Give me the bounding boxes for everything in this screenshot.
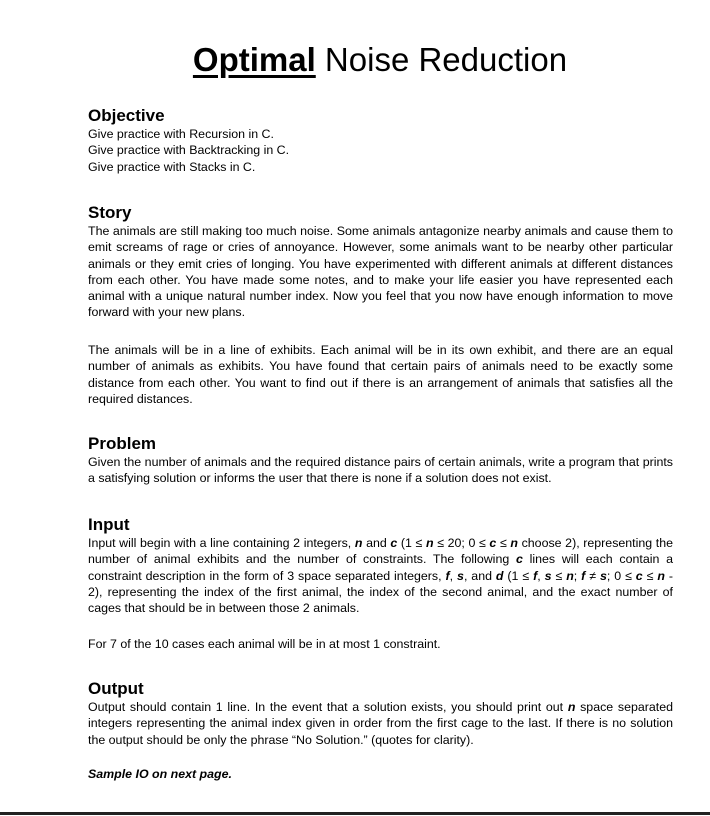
story-paragraph-1: The animals are still making too much noise. Some animals antagonize nearby animals and cause them to emit screams of rage or cries of annoyance. However, some animals want to be nearby other particular animals or they emit cries of longing. You have experimented with different animals at different distances from each other. You have made some notes, and to make your life easier you have represented each animal with a unique natural number index. Now you feel that you now have enough information to move forward with your new plans. (88, 224, 673, 320)
input-heading: Input (88, 515, 130, 534)
story-heading: Story (88, 203, 132, 222)
title-bold-word: Optimal (192, 41, 316, 78)
objective-list (88, 126, 673, 175)
page-title (0, 40, 710, 80)
input-paragraph-1: Input will begin with a line containing 2 integers, n and c (1 ≤ n ≤ 20; 0 ≤ c ≤ n choose 2), representing the number of animal exhibits and the number of constraints. The following c lines will each contain a constraint description in the form of 3 space separated integers, f, s, and d (1 ≤ f, s ≤ n; f ≠ s; 0 ≤ c ≤ n - 2), representing the index of the first animal, the index of the second animal, and the exact number of cages that should be in between those 2 animals. (88, 536, 674, 616)
title-rest: Noise Reduction (315, 41, 568, 78)
objective-line: Give practice with Stacks in C. (88, 159, 256, 174)
sample-io-note: Sample IO on next page. (88, 767, 232, 781)
output-heading: Output (88, 679, 144, 698)
problem-paragraph: Given the number of animals and the required distance pairs of certain animals, write a program that prints a satisfying solution or informs the user that there is none if a solution does not exist. (88, 455, 673, 486)
story-paragraph-2: The animals will be in a line of exhibits. Each animal will be in its own exhibit, and there are an equal number of animals as exhibits. You have found that certain pairs of animals need to be exactly some distance from each other. You want to find out if there is an arrangement of animals that satisfies all the required distances. (88, 343, 673, 406)
objective-line: Give practice with Backtracking in C. (88, 143, 290, 158)
input-paragraph-2: For 7 of the 10 cases each animal will be in at most 1 constraint. (88, 637, 441, 651)
page-bottom-rule (0, 812, 710, 815)
objective-line: Give practice with Recursion in C. (88, 127, 274, 141)
problem-heading: Problem (88, 434, 157, 453)
objective-heading: Objective (88, 106, 165, 125)
output-paragraph: Output should contain 1 line. In the event that a solution exists, you should print out n space separated integers representing the animal index given in order from the first cage to the last. If there is no solution the output should be only the phrase “No Solution.” (quotes for clarity). (88, 700, 673, 747)
